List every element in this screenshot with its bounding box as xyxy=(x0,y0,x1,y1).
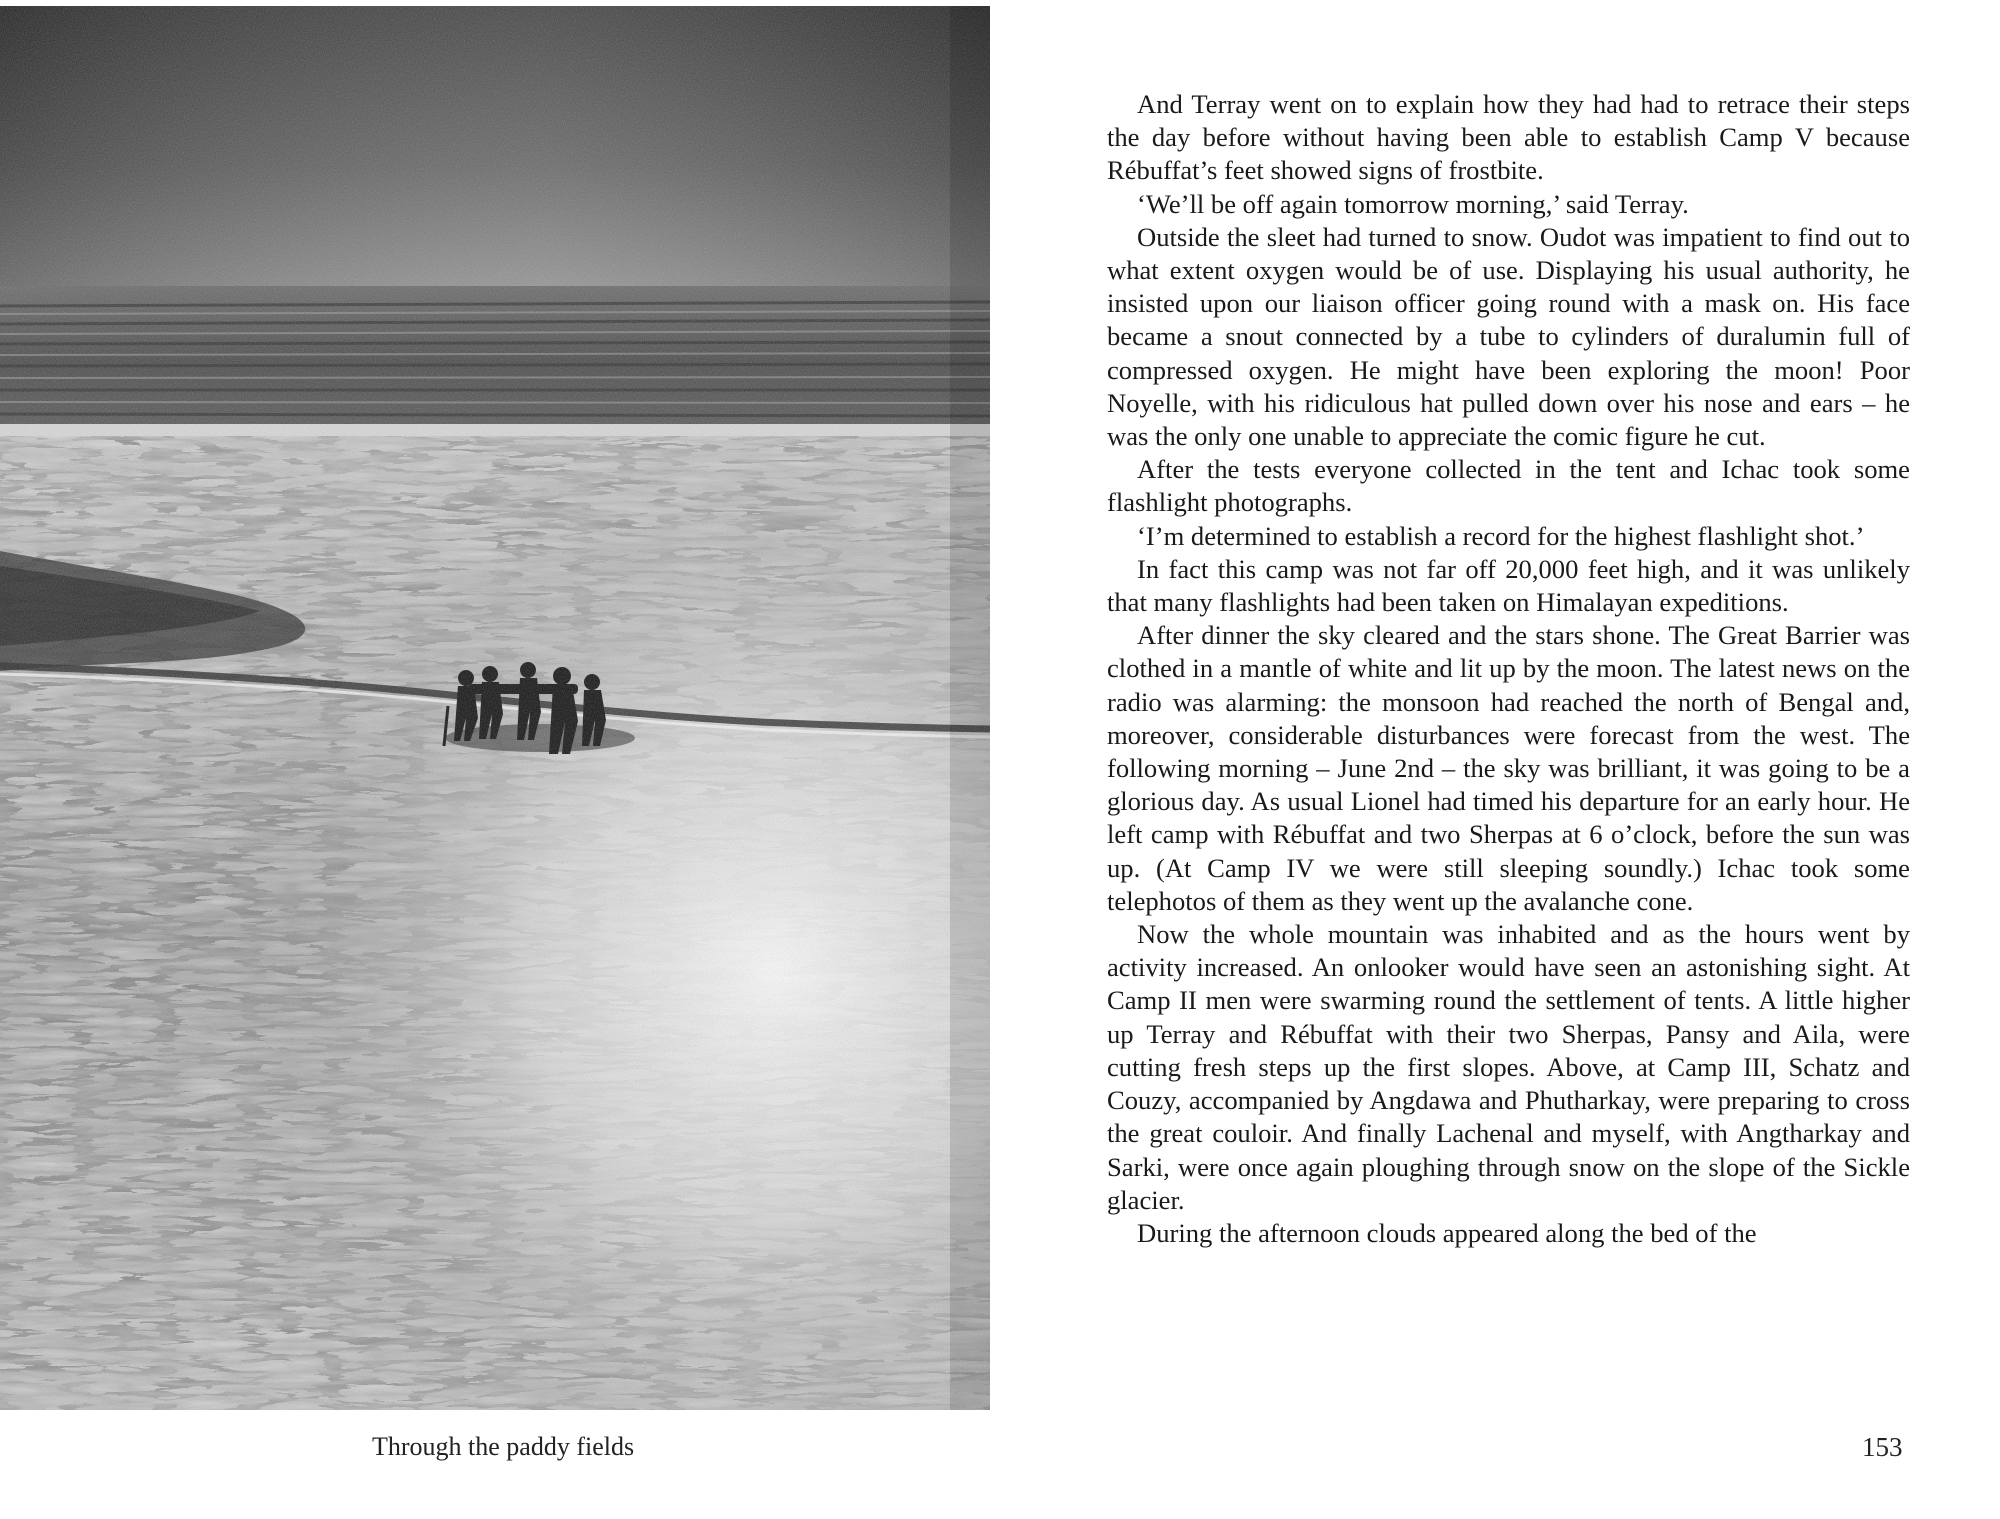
paragraph: After the tests everyone collected in the tent and Ichac took some flashlight photographs. xyxy=(1107,454,1910,518)
paragraph: After dinner the sky cleared and the stars shone. The Great Barrier was clothed in a mantle of white and lit up by the moon. The latest news on the radio was alarming: the monsoon had reached the north of Bengal and, moreover, considerable disturbances were forecast from the west. The following morning – June 2nd – the sky was brilliant, it was going to be a glorious day. As usual Lionel had timed his departure for an early hour. He left camp with Rébuffat and two Sherpas at 6 o’clock, before the sun was up. (At Camp IV we were still sleeping soundly.) Ichac took some telephotos of them as they went up the avalanche cone. xyxy=(1107,620,1910,916)
paragraph: ‘We’ll be off again tomorrow morning,’ said Terray. xyxy=(1137,188,1689,219)
paragraph: And Terray went on to explain how they had had to retrace their steps the day before without having been able to establish Camp V because Rébuffat’s feet showed signs of frostbite. xyxy=(1107,89,1910,186)
body-text xyxy=(1107,88,1910,1250)
paragraph: Now the whole mountain was inhabited and as the hours went by activity increased. An onlooker would have seen an astonishing sight. At Camp II men were swarming round the settlement of tents. A little higher up Terray and Rébuffat with their two Sherpas, Pansy and Aila, were cutting fresh steps up the first slopes. Above, at Camp III, Schatz and Couzy, accompanied by Angdawa and Phutharkay, were preparing to cross the great couloir. And finally Lachenal and myself, with Angtharkay and Sarki, were once again ploughing through snow on the slope of the Sickle glacier. xyxy=(1107,919,1910,1215)
paragraph: ‘I’m determined to establish a record for the highest flashlight shot.’ xyxy=(1137,520,1865,551)
photo-caption: Through the paddy fields xyxy=(372,1432,635,1461)
paddy-fields-photo xyxy=(0,6,990,1410)
paragraph: Outside the sleet had turned to snow. Oudot was impatient to find out to what extent oxygen would be of use. Displaying his usual authority, he insisted upon our liaison officer going round with a mask on. His face became a snout connected by a tube to cylinders of duralumin full of compressed oxygen. He might have been exploring the moon! Poor Noyelle, with his ridiculous hat pulled down over his nose and ears – he was the only one unable to appreciate the comic figure he cut. xyxy=(1107,221,1910,452)
page-number: 153 xyxy=(1862,1432,1903,1462)
paragraph: During the afternoon clouds appeared along the bed of the xyxy=(1137,1217,1757,1248)
paragraph: In fact this camp was not far off 20,000 feet high, and it was unlikely that many flashlights had been taken on Himalayan expeditions. xyxy=(1107,553,1910,618)
